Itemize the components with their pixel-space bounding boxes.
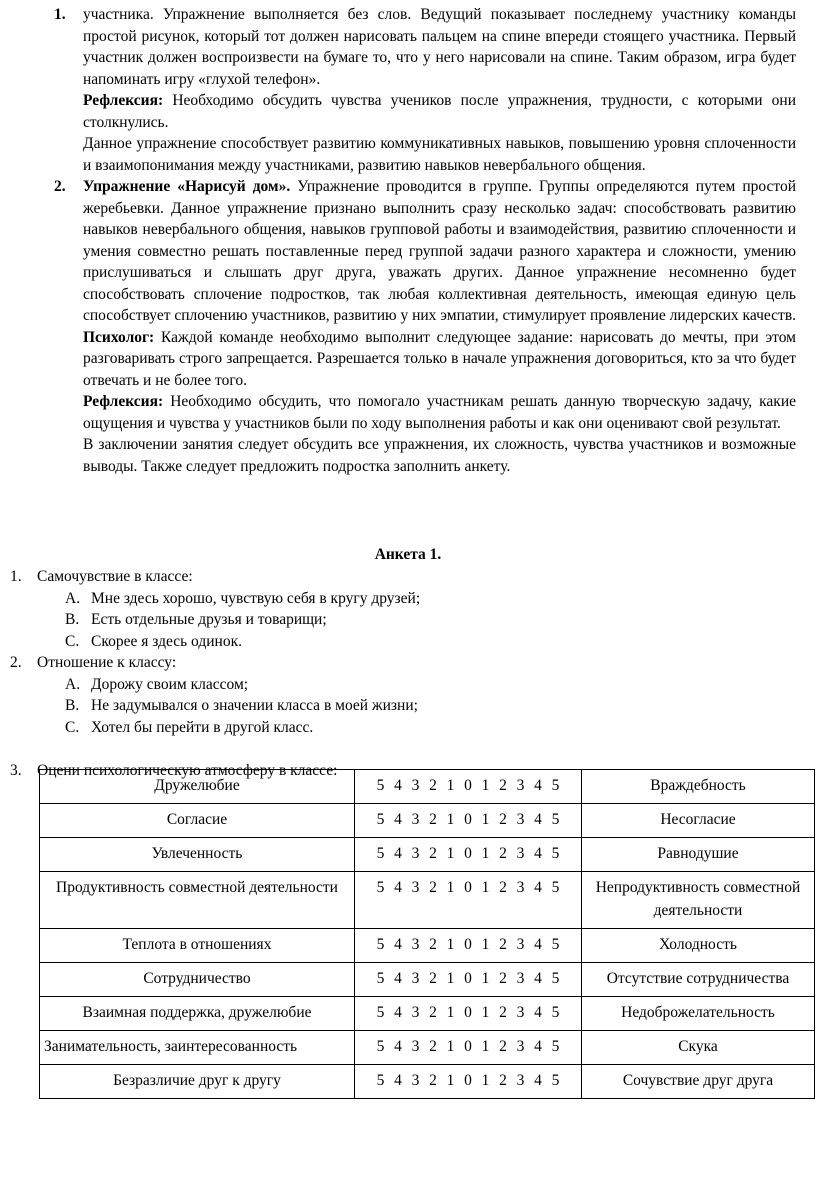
answer-option: A. Дорожу своим классом; — [65, 675, 249, 693]
positive-quality: Дружелюбие — [40, 770, 355, 804]
positive-quality: Взаимная поддержка, дружелюбие — [40, 997, 355, 1031]
scale-value[interactable]: 2 — [499, 879, 507, 896]
scale-value[interactable]: 1 — [481, 1004, 490, 1021]
scale-value[interactable]: 1 — [446, 970, 455, 987]
scale-value[interactable]: 5 — [376, 845, 385, 862]
scale-value[interactable]: 1 — [481, 936, 490, 953]
scale-value[interactable]: 5 — [551, 936, 560, 953]
answer-options — [0, 588, 816, 653]
question-number: 2. — [10, 654, 22, 671]
scale-value[interactable]: 2 — [499, 936, 507, 953]
scale-value[interactable]: 5 — [551, 879, 560, 896]
negative-quality: Непродуктивность совместной деятельности — [582, 872, 815, 929]
scale-value[interactable]: 2 — [499, 845, 507, 862]
answer-option: B. Есть отдельные друзья и товарищи; — [65, 611, 327, 628]
scale-value[interactable]: 4 — [394, 936, 402, 953]
scale-value[interactable]: 5 — [376, 936, 385, 953]
reflection-label: Рефлексия: — [83, 393, 164, 410]
scale-value[interactable]: 5 — [551, 1004, 560, 1021]
scale-value[interactable]: 0 — [464, 1038, 472, 1055]
scale-value[interactable]: 4 — [394, 845, 402, 862]
rating-row — [40, 997, 815, 1031]
question-item — [0, 652, 816, 674]
question-text: Оцени психологическую атмосферу в классе: — [37, 762, 338, 779]
negative-quality: Холодность — [582, 929, 815, 963]
scale-value[interactable]: 1 — [481, 777, 490, 794]
rating-row — [40, 963, 815, 997]
scale-value[interactable]: 3 — [411, 970, 420, 987]
rating-row — [40, 929, 815, 963]
question-number: 1. — [10, 568, 22, 585]
scale-value[interactable]: 4 — [534, 879, 542, 896]
scale-value[interactable]: 4 — [394, 811, 402, 828]
scale-value[interactable]: 3 — [516, 1004, 525, 1021]
scale-value[interactable]: 3 — [516, 970, 525, 987]
exercise-number: 2. — [54, 178, 66, 195]
conclusion-paragraph: В заключении занятия следует обсудить все упражнения, их сложность, чувства участников и возможные выводы. Также следует предложить подростка заполнить анкету. — [83, 436, 796, 475]
scale-value[interactable]: 3 — [516, 811, 525, 828]
answer-option: C. Хотел бы перейти в другой класс. — [65, 718, 314, 736]
scale-value[interactable]: 2 — [429, 1004, 437, 1021]
scale-value[interactable]: 4 — [394, 1004, 402, 1021]
scale-value[interactable]: 2 — [499, 970, 507, 987]
scale-value[interactable]: 2 — [429, 936, 437, 953]
scale-value[interactable]: 2 — [429, 811, 437, 828]
rating-scale — [355, 770, 582, 804]
scale-value[interactable]: 2 — [499, 1072, 507, 1089]
positive-quality: Безразличие друг к другу — [40, 1065, 355, 1099]
positive-quality: Сотрудничество — [40, 963, 355, 997]
scale-value[interactable]: 3 — [411, 845, 420, 862]
rating-scale — [355, 963, 582, 997]
scale-value[interactable]: 1 — [481, 879, 490, 896]
scale-value[interactable]: 1 — [446, 936, 455, 953]
scale-value[interactable]: 1 — [446, 1072, 455, 1089]
scale-value[interactable]: 1 — [481, 1038, 490, 1055]
rating-scale — [355, 872, 582, 929]
scale-value[interactable]: 3 — [516, 845, 525, 862]
scale-value[interactable]: 3 — [516, 1038, 525, 1055]
scale-value[interactable]: 4 — [534, 777, 542, 794]
scale-value[interactable]: 2 — [429, 879, 437, 896]
negative-quality: Скука — [582, 1031, 815, 1065]
scale-value[interactable]: 0 — [464, 777, 472, 794]
scale-value[interactable]: 3 — [411, 811, 420, 828]
negative-quality: Отсутствие сотрудничества — [582, 963, 815, 997]
atmosphere-rating-table — [39, 769, 815, 1099]
rating-scale — [355, 1031, 582, 1065]
reflection-label: Рефлексия: — [83, 92, 164, 109]
scale-value[interactable]: 3 — [411, 777, 420, 794]
exercise-number: 1. — [54, 6, 66, 23]
scale-value[interactable]: 0 — [464, 936, 472, 953]
exercise-paragraph: участника. Упражнение выполняется без слов. Ведущий показывает последнему участнику команды простой рисунок, который тот должен нарисовать пальцем на спине впереди стоящего участника. Первый участник должен воспроизвести на бумаге то, что у него нарисовали на спине. Таким образом, игра будет напоминать игру «глухой телефон». — [83, 6, 796, 88]
positive-quality: Теплота в отношениях — [40, 929, 355, 963]
scale-value[interactable]: 4 — [534, 936, 542, 953]
positive-quality: Увлеченность — [40, 838, 355, 872]
scale-value[interactable]: 4 — [394, 970, 402, 987]
exercise-paragraph: Данное упражнение способствует развитию коммуникативных навыков, повышению уровня сплоченности и взаимопонимания между участниками, развитию навыков невербального общения. — [83, 135, 796, 174]
scale-value[interactable]: 2 — [429, 845, 437, 862]
questionnaire-questions — [0, 566, 816, 782]
rating-scale — [355, 838, 582, 872]
rating-scale — [355, 929, 582, 963]
scale-value[interactable]: 3 — [516, 1072, 525, 1089]
scale-value[interactable]: 1 — [446, 777, 455, 794]
question-text: Самочувствие в классе: — [37, 568, 193, 585]
scale-value[interactable]: 4 — [394, 1038, 402, 1055]
scale-value[interactable]: 4 — [534, 811, 542, 828]
rating-scale — [355, 804, 582, 838]
scale-value[interactable]: 1 — [446, 1038, 455, 1055]
scale-value[interactable]: 4 — [534, 1038, 542, 1055]
rating-scale — [355, 1065, 582, 1099]
negative-quality: Несогласие — [582, 804, 815, 838]
scale-value[interactable]: 2 — [429, 777, 437, 794]
scale-value[interactable]: 3 — [411, 1004, 420, 1021]
exercise-item — [0, 176, 816, 477]
psychologist-paragraph: Психолог: Каждой команде необходимо выполнит следующее задание: нарисовать до мечты, при этом разговаривать строго запрещается. Разрешается только в начале упражнения договориться, кто за что будет отвечать и не более того. — [83, 328, 796, 389]
rating-row — [40, 1065, 815, 1099]
scale-value[interactable]: 1 — [481, 845, 490, 862]
scale-value[interactable]: 5 — [376, 1004, 385, 1021]
exercise-item — [0, 4, 816, 176]
rating-row — [40, 1031, 815, 1065]
scale-value[interactable]: 2 — [499, 811, 507, 828]
question-text: Отношение к классу: — [37, 654, 177, 671]
scale-value[interactable]: 1 — [446, 811, 455, 828]
scale-value[interactable]: 5 — [376, 879, 385, 896]
answer-option: C. Скорее я здесь одинок. — [65, 632, 242, 650]
question-number: 3. — [10, 762, 22, 779]
scale-value[interactable]: 5 — [376, 970, 385, 987]
scale-value[interactable]: 5 — [376, 811, 385, 828]
scale-value[interactable]: 4 — [394, 777, 402, 794]
answer-option: A. Мне здесь хорошо, чувствую себя в кругу друзей; — [65, 589, 421, 607]
scale-value[interactable]: 4 — [534, 970, 542, 987]
scale-value[interactable]: 2 — [499, 1038, 507, 1055]
negative-quality: Равнодушие — [582, 838, 815, 872]
scale-value[interactable]: 5 — [551, 811, 560, 828]
scale-value[interactable]: 5 — [551, 845, 560, 862]
scale-value[interactable]: 5 — [376, 1038, 385, 1055]
scale-value[interactable]: 5 — [551, 1038, 560, 1055]
negative-quality: Враждебность — [582, 770, 815, 804]
answer-option: B. Не задумывался о значении класса в моей жизни; — [65, 697, 418, 714]
scale-value[interactable]: 4 — [534, 845, 542, 862]
rating-row — [40, 804, 815, 838]
scale-value[interactable]: 2 — [499, 777, 507, 794]
scale-value[interactable]: 5 — [551, 970, 560, 987]
scale-value[interactable]: 5 — [551, 1072, 560, 1089]
scale-value[interactable]: 4 — [394, 879, 402, 896]
scale-value[interactable]: 5 — [376, 1072, 385, 1089]
scale-value[interactable]: 3 — [411, 1038, 420, 1055]
scale-value[interactable]: 3 — [516, 936, 525, 953]
scale-value[interactable]: 2 — [499, 1004, 507, 1021]
scale-value[interactable]: 4 — [534, 1004, 542, 1021]
scale-value[interactable]: 0 — [464, 879, 472, 896]
scale-value[interactable]: 1 — [446, 1004, 455, 1021]
rating-row — [40, 838, 815, 872]
scale-value[interactable]: 4 — [534, 1072, 542, 1089]
scale-value[interactable]: 0 — [464, 970, 472, 987]
scale-value[interactable]: 0 — [464, 1004, 472, 1021]
positive-quality: Продуктивность совместной деятельности — [40, 872, 355, 929]
scale-value[interactable]: 3 — [411, 1072, 420, 1089]
exercise-title: Упражнение «Нарисуй дом». — [83, 178, 291, 195]
reflection-paragraph: Рефлексия: Необходимо обсудить чувства учеников после упражнения, трудности, с которыми они столкнулись. — [83, 92, 796, 131]
scale-value[interactable]: 3 — [516, 777, 525, 794]
negative-quality: Недоброжелательность — [582, 997, 815, 1031]
exercise-paragraph: Упражнение «Нарисуй дом». Упражнение проводится в группе. Группы определяются путем простой жеребьевки. Данное упражнение признано выполнить сразу несколько задач: способствовать развитию навыков невербального общения, навыков групповой работы и взаимодействия, развитию сплоченности и умения совместно решать поставленные перед группой задачи разного характера и сложности, умению прислушиваться и слышать друг друга, уважать других. Данное упражнение несомненно будет способствовать сплочение подростков, так любая коллективная деятельность, имеющая единую цель способствует сплочению участников, развитию у них эмпатии, стимулирует проявление лидерских качеств. — [83, 178, 797, 324]
scale-value[interactable]: 1 — [481, 811, 490, 828]
answer-options — [0, 674, 816, 739]
scale-value[interactable]: 0 — [464, 1072, 472, 1089]
scale-value[interactable]: 0 — [464, 811, 472, 828]
scale-value[interactable]: 2 — [429, 1038, 437, 1055]
exercise-list — [0, 4, 816, 477]
negative-quality: Сочувствие друг друга — [582, 1065, 815, 1099]
positive-quality: Занимательность, заинтересованность — [40, 1031, 355, 1065]
scale-value[interactable]: 3 — [411, 936, 420, 953]
scale-value[interactable]: 1 — [446, 845, 455, 862]
rating-row — [40, 770, 815, 804]
scale-value[interactable]: 2 — [429, 970, 437, 987]
scale-value[interactable]: 4 — [394, 1072, 402, 1089]
rating-scale — [355, 997, 582, 1031]
scale-value[interactable]: 0 — [464, 845, 472, 862]
scale-value[interactable]: 5 — [551, 777, 560, 794]
positive-quality: Согласие — [40, 804, 355, 838]
scale-value[interactable]: 3 — [411, 879, 420, 896]
scale-value[interactable]: 1 — [446, 879, 455, 896]
scale-value[interactable]: 1 — [481, 1072, 490, 1089]
scale-value[interactable]: 3 — [516, 879, 525, 896]
question-item — [0, 566, 816, 588]
reflection-paragraph: Рефлексия: Необходимо обсудить, что помогало участникам решать данную творческую задачу, какие ощущения и чувства у участников были по ходу выполнения работы и как они оценивают свой результат. — [83, 393, 796, 432]
psychologist-label: Психолог: — [83, 328, 155, 346]
scale-value[interactable]: 5 — [376, 777, 385, 794]
scale-value[interactable]: 2 — [429, 1072, 437, 1089]
scale-value[interactable]: 1 — [481, 970, 490, 987]
questionnaire-title: Анкета 1. — [374, 546, 442, 563]
rating-row — [40, 872, 815, 929]
